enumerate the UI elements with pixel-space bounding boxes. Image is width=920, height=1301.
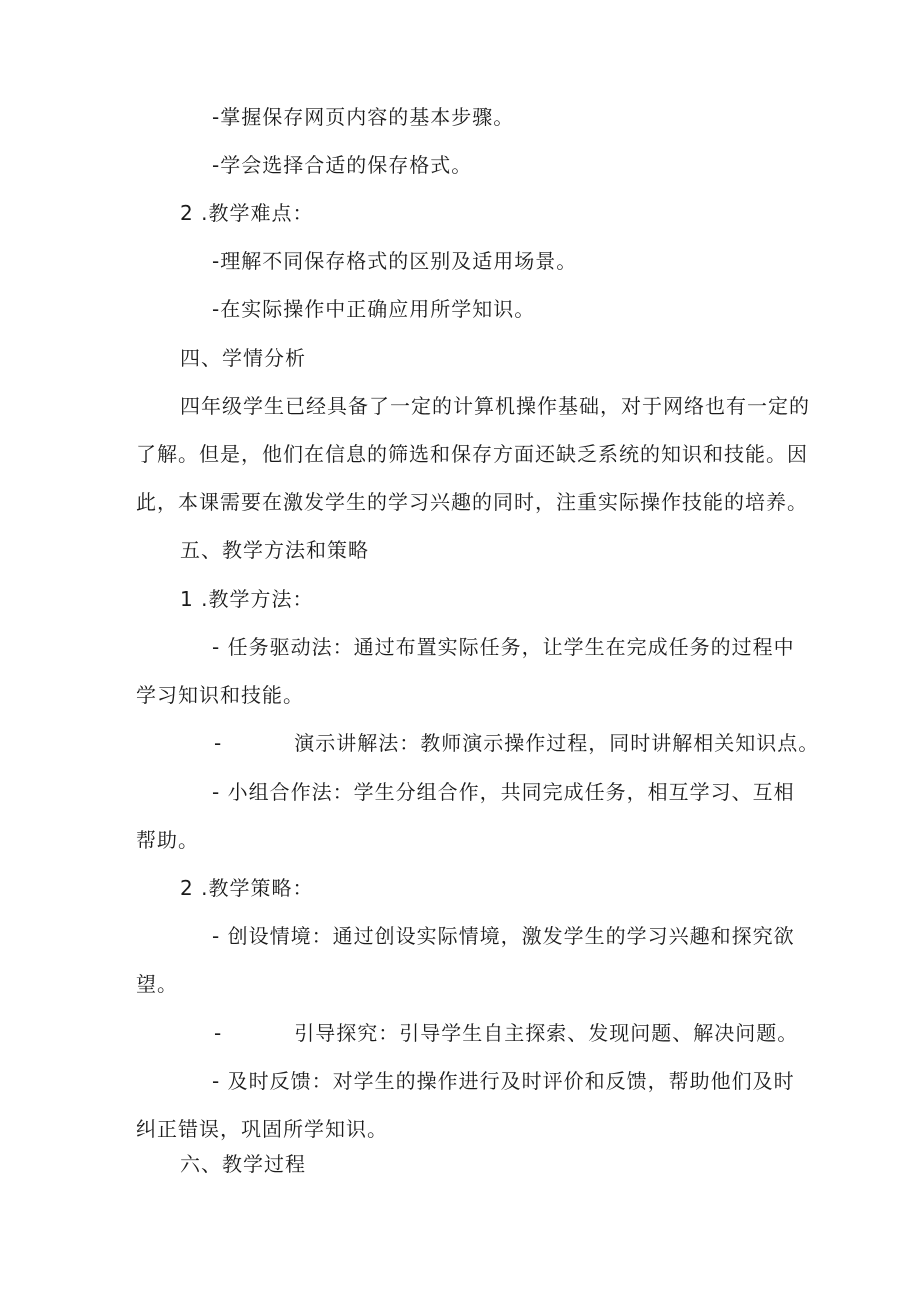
difficulty-line-2: -在实际操作中正确应用所学知识。 [212,297,536,321]
method-2-dash: - [214,731,223,755]
method-3-line-1: - 小组合作法：学生分组合作，共同完成任务，相互学习、互相 [212,780,795,804]
strategies-heading: 2 .教学策略： [180,876,314,900]
method-1-line-1: - 任务驱动法：通过布置实际任务，让学生在完成任务的过程中 [212,635,795,659]
strategy-1-line-2: 望。 [136,972,178,996]
method-1-line-2: 学习知识和技能。 [136,683,304,707]
paragraph-line-3: 此，本课需要在激发学生的学习兴趣的同时，注重实际操作技能的培养。 [136,490,808,514]
strategy-2-text: 引导探究：引导学生自主探索、发现问题、解决问题。 [294,1021,799,1045]
difficulty-line-1: -理解不同保存格式的区别及适用场景。 [212,249,578,273]
strategy-2-dash: - [214,1021,223,1045]
method-3-line-2: 帮助。 [136,828,199,852]
objective-line-2: -学会选择合适的保存格式。 [212,153,473,177]
section-4-heading: 四、学情分析 [180,346,306,370]
method-2-line [214,729,819,757]
strategy-3-line-1: - 及时反馈：对学生的操作进行及时评价和反馈，帮助他们及时 [212,1069,795,1093]
section-5-heading: 五、教学方法和策略 [180,538,369,562]
strategy-1-line-1: - 创设情境：通过创设实际情境，激发学生的学习兴趣和探究欲 [212,924,795,948]
strategy-2-line [214,1019,798,1047]
strategy-3-line-2: 纠正错误，巩固所学知识。 [136,1117,388,1141]
paragraph-line-2: 了解。但是，他们在信息的筛选和保存方面还缺乏系统的知识和技能。因 [136,442,808,466]
paragraph-line-1: 四年级学生已经具备了一定的计算机操作基础，对于网络也有一定的 [180,394,810,418]
method-2-text: 演示讲解法：教师演示操作过程，同时讲解相关知识点。 [294,731,820,755]
section-6-heading: 六、教学过程 [180,1152,306,1176]
methods-heading: 1 .教学方法： [180,587,314,611]
objective-line-1: -掌握保存网页内容的基本步骤。 [212,105,515,129]
difficulty-heading: 2 .教学难点： [180,201,314,225]
